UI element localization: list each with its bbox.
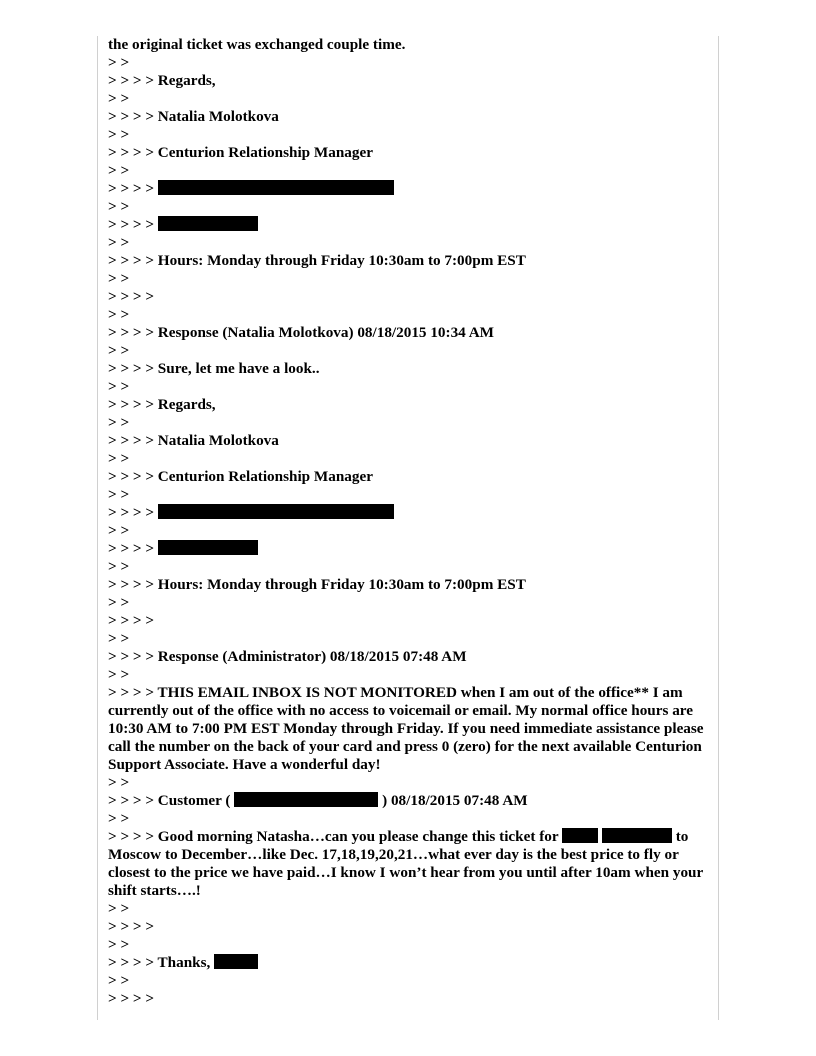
signature-name: > > > > Natalia Molotkova — [108, 108, 279, 125]
quote-marker: > > — [108, 558, 130, 575]
quote-marker: > > — [108, 972, 130, 989]
signature-title: > > > > Centurion Relationship Manager — [108, 468, 373, 485]
quote-marker: > > — [108, 378, 130, 395]
quote-marker: > > — [108, 198, 130, 215]
quote-marker: > > — [108, 630, 130, 647]
quote-marker: > > — [108, 522, 130, 539]
auto-reply-message: > > > > THIS EMAIL INBOX IS NOT MONITORED when I am out of the office** I am currently out of the office with no access to voicemail or email. My normal office hours are 10:30 AM to 7:00 PM EST Monday through Friday. If you need immediate assistance please call the number on the back of your card and press 0 (zero) for the next available Centurion Support Associate. Have a wonderful day! — [108, 684, 704, 773]
quote-marker: > > — [108, 126, 130, 143]
quote-marker: > > — [108, 900, 130, 917]
hours-line: > > > > Hours: Monday through Friday 10:30am to 7:00pm EST — [108, 576, 526, 593]
text-line: > > > > Regards, — [108, 72, 216, 89]
redacted-line — [108, 504, 716, 522]
quote-marker: > > — [108, 414, 130, 431]
text-line: > > > > Regards, — [108, 396, 216, 413]
customer-timestamp: ) 08/18/2015 07:48 AM — [382, 792, 528, 809]
redaction-block — [602, 828, 672, 843]
quote-prefix: > > > > — [108, 216, 155, 233]
response-header: > > > > Response (Natalia Molotkova) 08/18/2015 10:34 AM — [108, 324, 495, 341]
quote-marker: > > > > — [108, 612, 155, 629]
quote-marker: > > — [108, 234, 130, 251]
text-line: the original ticket was exchanged couple time. — [108, 36, 406, 53]
quote-marker: > > > > — [108, 990, 155, 1007]
quote-marker: > > — [108, 936, 130, 953]
redaction-block — [234, 792, 378, 807]
request-prefix: > > > > Good morning Natasha…can you please change this ticket for — [108, 828, 559, 845]
quote-marker: > > — [108, 270, 130, 287]
page-border-right — [718, 36, 719, 1020]
customer-header — [108, 792, 716, 810]
quote-marker: > > — [108, 54, 130, 71]
quote-marker: > > — [108, 90, 130, 107]
quote-marker: > > — [108, 666, 130, 683]
page-border-left — [97, 36, 98, 1020]
redaction-block — [158, 504, 394, 519]
quote-marker: > > — [108, 162, 130, 179]
request-rest: to Moscow to December…like Dec. 17,18,19,20,21…what ever day is the best price to fly or closest to the price we have paid…I know I won’t hear from you until after 10am when your shift starts….! — [108, 828, 703, 899]
quote-marker: > > — [108, 486, 130, 503]
redaction-block — [562, 828, 598, 843]
quote-marker: > > — [108, 774, 130, 791]
quote-marker: > > — [108, 342, 130, 359]
quote-prefix: > > > > — [108, 504, 155, 521]
email-thread — [108, 36, 716, 1008]
signature-title: > > > > Centurion Relationship Manager — [108, 144, 373, 161]
redacted-line — [108, 216, 716, 234]
quote-marker: > > — [108, 306, 130, 323]
text-line: > > > > Sure, let me have a look.. — [108, 360, 320, 377]
customer-prefix: > > > > Customer ( — [108, 792, 231, 809]
redaction-block — [158, 216, 258, 231]
redaction-block — [214, 954, 258, 969]
quote-marker: > > — [108, 810, 130, 827]
thanks-line — [108, 954, 716, 972]
quote-marker: > > > > — [108, 918, 155, 935]
thanks-text: > > > > Thanks, — [108, 954, 211, 971]
quote-marker: > > > > — [108, 288, 155, 305]
redacted-line — [108, 180, 716, 198]
quote-marker: > > — [108, 450, 130, 467]
redaction-block — [158, 540, 258, 555]
response-header: > > > > Response (Administrator) 08/18/2015 07:48 AM — [108, 648, 467, 665]
signature-name: > > > > Natalia Molotkova — [108, 432, 279, 449]
redacted-line — [108, 540, 716, 558]
quote-marker: > > — [108, 594, 130, 611]
quote-prefix: > > > > — [108, 180, 155, 197]
redaction-block — [158, 180, 394, 195]
hours-line: > > > > Hours: Monday through Friday 10:30am to 7:00pm EST — [108, 252, 526, 269]
quote-prefix: > > > > — [108, 540, 155, 557]
customer-request — [108, 828, 716, 900]
